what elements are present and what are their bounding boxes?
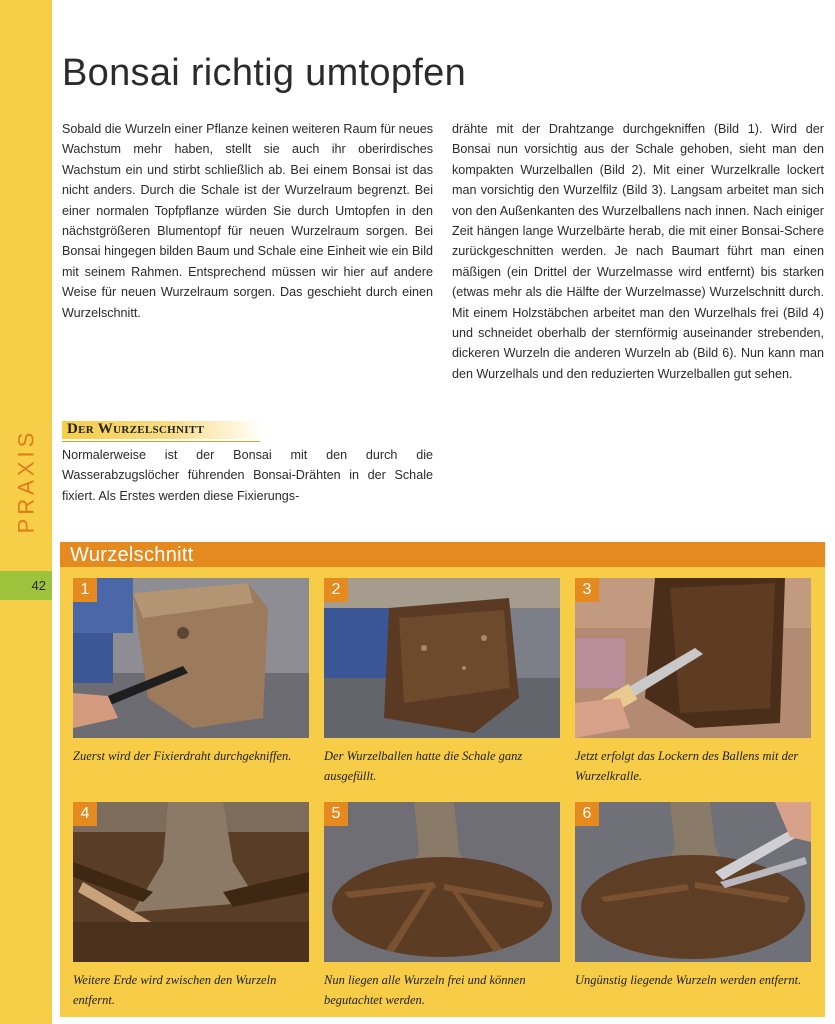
page-number: 42 [31, 578, 46, 593]
subheading [62, 419, 262, 443]
photo-caption: Jetzt erfolgt das Lockern des Ballens mit der Wurzelkralle. [575, 749, 799, 783]
sidebar-section-label: PRAXIS [13, 428, 39, 534]
intro-paragraph: Sobald die Wurzeln einer Pflanze keinen weiteren Raum für neues Wachstum mehr haben, stellt sie auch ihr oberirdisches Wachstum ein und stirbt schließlich ab. Bei einem Bonsai ist das nicht anders. Durch die Schale ist der Wurzelraum begrenzt. Bei einer normalen Topfpflanze würden Sie durch Umtopfen in den nächstgrößeren Blumentopf für neuen Wurzelraum sorgen. Bei Bonsai hingegen bilden Baum und Schale eine Einheit wie ein Bild mit seinem Rahmen. Entsprechend müssen wir hier auf andere Weise für neuen Wurzelraum sorgen. Das geschieht durch einen Wurzelschnitt. [62, 122, 433, 320]
photo-number: 6 [575, 802, 599, 826]
photo-caption: Der Wurzelballen hatte die Schale ganz ausgefüllt. [324, 749, 523, 783]
photo-6 [575, 802, 811, 962]
photo-2 [324, 578, 560, 738]
photo-number: 4 [73, 802, 97, 826]
photo-3 [575, 578, 811, 738]
photo-number: 2 [324, 578, 348, 602]
photo-caption: Zuerst wird der Fixierdraht durchgekniffen. [73, 749, 292, 763]
page-title: Bonsai richtig umtopfen [62, 52, 467, 94]
photo-number: 1 [73, 578, 97, 602]
photo-caption: Nun liegen alle Wurzeln frei und können begutachtet werden. [324, 973, 526, 1007]
photo-caption: Ungünstig liegende Wurzeln werden entfernt. [575, 973, 802, 987]
photo-4 [73, 802, 309, 962]
photo-number: 3 [575, 578, 599, 602]
photo-number: 5 [324, 802, 348, 826]
section-paragraph-col1: Normalerweise ist der Bonsai mit den durch die Wasserabzugslöcher führenden Bonsai-Drähten in der Schale fixiert. Als Erstes werden diese Fixierungs- [62, 448, 433, 503]
box-title: Wurzelschnitt [70, 544, 194, 566]
subheading-text: Der Wurzelschnitt [67, 421, 205, 437]
photo-5 [324, 802, 560, 962]
section-paragraph-col2: drähte mit der Drahtzange durchgekniffen (Bild 1). Wird der Bonsai nun vorsichtig aus der Schale gehoben, sieht man den kompakten Wurzelballen (Bild 2). Mit einer Wurzelkralle lockert man vorsichtig den Wurzelfilz (Bild 3). Langsam arbeitet man sich von den Außenkanten des Wurzelballens nach innen. Nach einiger Zeit hängen lange Wurzelbärte herab, die mit einer Bonsai-Schere zurückgeschnitten werden. Je nach Baumart führt man einen mäßigen (ein Drittel der Wurzelmasse wird entfernt) bis starken (etwas mehr als die Hälfte der Wurzelmasse) Wurzelschnitt durch. Mit einem Holzstäbchen arbeitet man den Wurzelhals frei (Bild 4) und schneidet oberhalb der sternförmig auseinander strebenden, dickeren Wurzeln die anderen Wurzeln ab (Bild 6). Nun kann man den Wurzelhals und den reduzierten Wurzelballen gut sehen. [452, 122, 824, 381]
photo-caption: Weitere Erde wird zwischen den Wurzeln entfernt. [73, 973, 277, 1007]
photo-1 [73, 578, 309, 738]
